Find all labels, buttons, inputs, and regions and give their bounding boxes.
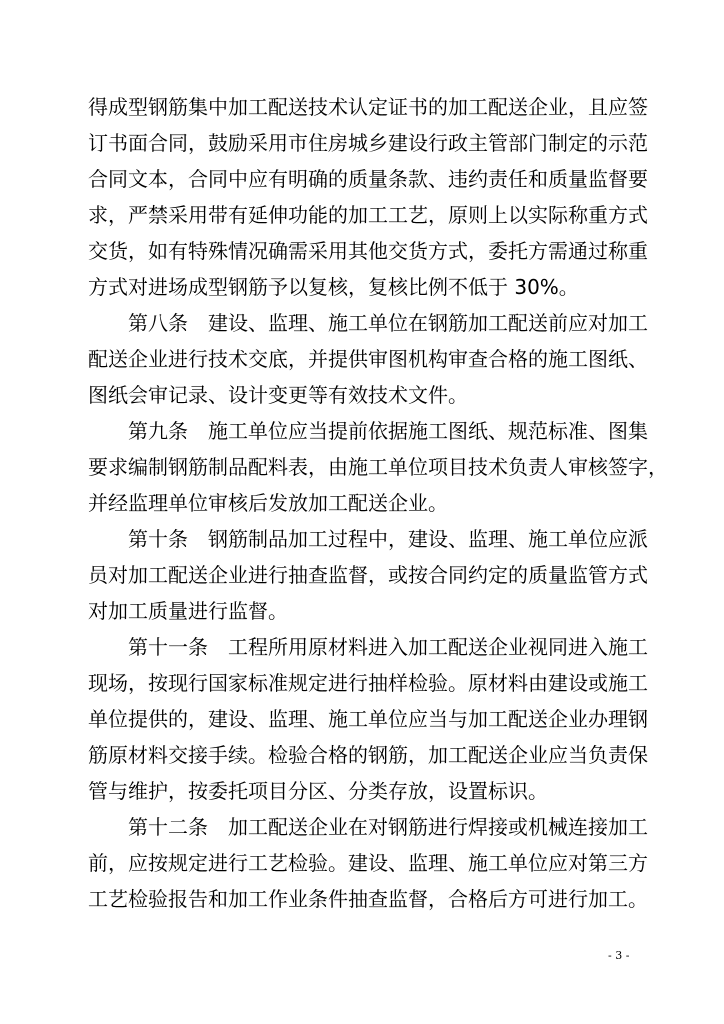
text-line: 对加工质量进行监督。 [88, 599, 288, 623]
text-line: 订书面合同，鼓励采用市住房城乡建设行政主管部门制定的示范 [88, 131, 648, 155]
text-line: 交货，如有特殊情况确需采用其他交货方式，委托方需通过称重 [88, 239, 648, 263]
text-line: 单位提供的，建设、监理、施工单位应当与加工配送企业办理钢 [88, 707, 648, 731]
text-line: 求，严禁采用带有延伸功能的加工工艺，原则上以实际称重方式 [88, 203, 648, 227]
article-11-heading-line: 第十一条 工程所用原材料进入加工配送企业视同进入施工 [128, 635, 648, 659]
text-line: 要求编制钢筋制品配料表，由施工单位项目技术负责人审核签字， [88, 455, 668, 479]
text-line: 得成型钢筋集中加工配送技术认定证书的加工配送企业，且应签 [88, 95, 648, 119]
text-line: 图纸会审记录、设计变更等有效技术文件。 [88, 383, 468, 407]
text-line: 方式对进场成型钢筋予以复核，复核比例不低于 30%。 [88, 275, 579, 299]
article-12-heading-line: 第十二条 加工配送企业在对钢筋进行焊接或机械连接加工 [128, 815, 648, 839]
article-8-heading-line: 第八条 建设、监理、施工单位在钢筋加工配送前应对加工 [128, 311, 648, 335]
text-line: 工艺检验报告和加工作业条件抽查监督，合格后方可进行加工。 [88, 887, 648, 911]
text-line: 前，应按规定进行工艺检验。建设、监理、施工单位应对第三方 [88, 851, 648, 875]
text-line: 现场，按现行国家标准规定进行抽样检验。原材料由建设或施工 [88, 671, 648, 695]
document-body [88, 89, 668, 917]
text-line: 配送企业进行技术交底，并提供审图机构审查合格的施工图纸、 [88, 347, 648, 371]
text-line: 员对加工配送企业进行抽查监督，或按合同约定的质量监管方式 [88, 563, 648, 587]
text-line: 筋原材料交接手续。检验合格的钢筋，加工配送企业应当负责保 [88, 743, 648, 767]
text-line: 管与维护，按委托项目分区、分类存放，设置标识。 [88, 779, 548, 803]
article-9-heading-line: 第九条 施工单位应当提前依据施工图纸、规范标准、图集 [128, 419, 648, 443]
text-line: 合同文本，合同中应有明确的质量条款、违约责任和质量监督要 [88, 167, 648, 191]
text-line: 并经监理单位审核后发放加工配送企业。 [88, 491, 448, 515]
page-number: - 3 - [608, 949, 630, 962]
article-10-heading-line: 第十条 钢筋制品加工过程中，建设、监理、施工单位应派 [128, 527, 648, 551]
